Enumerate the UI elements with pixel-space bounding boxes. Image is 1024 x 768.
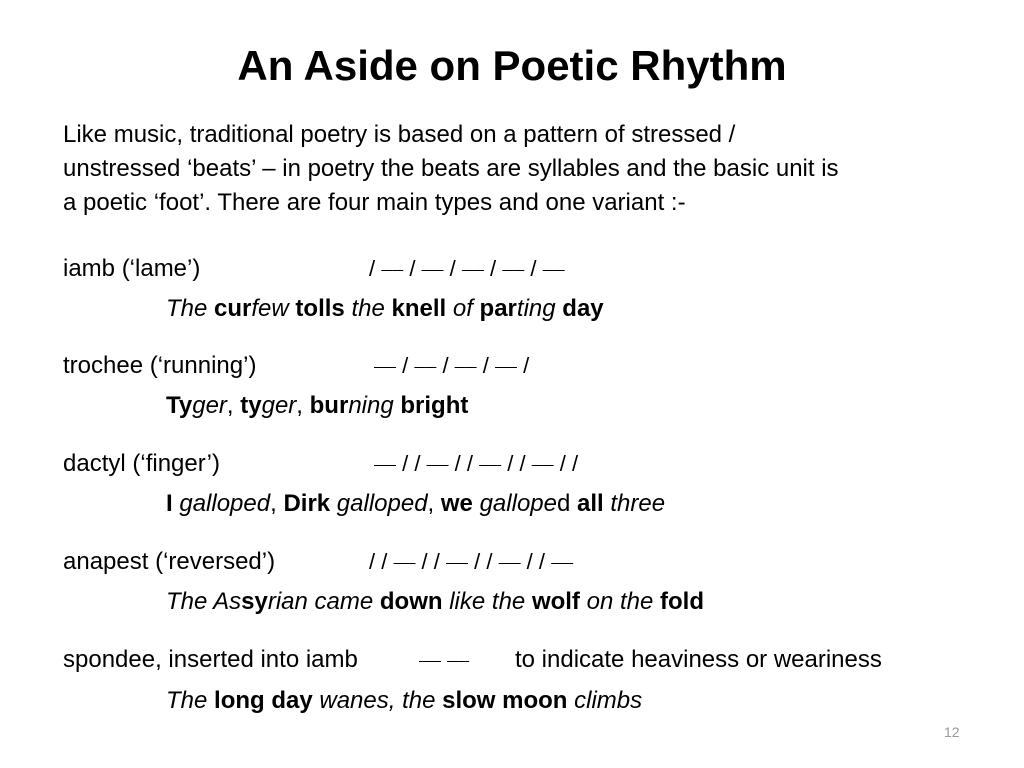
- unstressed-syllable: climbs: [574, 687, 643, 714]
- iamb-label: iamb (‘lame’): [63, 255, 201, 282]
- stressed-syllable: ty: [240, 392, 262, 419]
- trochee-example: [166, 391, 468, 421]
- anapest-label: anapest (‘reversed’): [63, 548, 276, 575]
- unstressed-syllable: The As: [166, 588, 242, 615]
- stressed-syllable: wolf: [531, 588, 580, 615]
- anapest-example: [166, 587, 704, 617]
- unstressed-syllable: the: [351, 295, 385, 322]
- unstressed-syllable: galloped: [336, 490, 428, 517]
- stressed-syllable: knell: [391, 295, 447, 322]
- unstressed-syllable: on the: [586, 588, 654, 615]
- anapest-stress-pattern: / / ⎯⎯ / / ⎯⎯ / / ⎯⎯ / / ⎯⎯: [369, 549, 574, 574]
- stressed-syllable: fold: [660, 588, 704, 615]
- verse-text: [330, 490, 337, 517]
- spondee-stress-pattern: ⎯⎯ ⎯⎯: [419, 647, 470, 672]
- stressed-syllable: slow moon: [442, 687, 568, 714]
- unstressed-syllable: ting: [516, 295, 556, 322]
- dactyl-example: [166, 489, 665, 519]
- stressed-syllable: Ty: [166, 392, 193, 419]
- verse-text: [580, 588, 587, 615]
- stressed-syllable: tolls: [295, 295, 345, 322]
- slide-title: An Aside on Poetic Rhythm: [237, 42, 787, 89]
- intro-line: a poetic ‘foot’. There are four main types and one variant :-: [63, 189, 686, 216]
- verse-text: [570, 490, 577, 517]
- trochee-stress-pattern: ⎯⎯ / ⎯⎯ / ⎯⎯ / ⎯⎯ /: [374, 353, 530, 378]
- stressed-syllable: par: [479, 295, 517, 322]
- unstressed-syllable: like the: [449, 588, 526, 615]
- page-number: 12: [944, 724, 960, 740]
- verse-text: ,: [296, 392, 310, 419]
- stressed-syllable: cur: [214, 295, 252, 322]
- verse-text: [473, 295, 480, 322]
- verse-text: [373, 588, 380, 615]
- verse-text: [653, 588, 660, 615]
- verse-text: d: [556, 490, 571, 517]
- unstressed-syllable: three: [610, 490, 666, 517]
- trochee-label: trochee (‘running’): [63, 352, 257, 379]
- intro-paragraph: [63, 118, 993, 220]
- intro-line: unstressed ‘beats’ – in poetry the beats are syllables and the basic unit is: [63, 155, 839, 182]
- stressed-syllable: all: [577, 490, 604, 517]
- stressed-syllable: bright: [400, 392, 469, 419]
- iamb-stress-pattern: / ⎯⎯ / ⎯⎯ / ⎯⎯ / ⎯⎯ / ⎯⎯: [369, 256, 565, 281]
- unstressed-syllable: few: [251, 295, 289, 322]
- verse-text: [525, 588, 532, 615]
- verse-text: ,: [226, 392, 241, 419]
- dactyl-label: dactyl (‘finger’): [63, 450, 220, 477]
- unstressed-syllable: ning: [348, 392, 394, 419]
- intro-line: Like music, traditional poetry is based on a pattern of stressed /: [63, 121, 736, 148]
- unstressed-syllable: The: [166, 687, 208, 714]
- dactyl-stress-pattern: ⎯⎯ / / ⎯⎯ / / ⎯⎯ / / ⎯⎯ / /: [374, 451, 579, 476]
- unstressed-syllable: The: [166, 295, 208, 322]
- unstressed-syllable: wanes, the: [319, 687, 436, 714]
- unstressed-syllable: galloped: [179, 490, 271, 517]
- stressed-syllable: long day: [214, 687, 313, 714]
- stressed-syllable: down: [379, 588, 443, 615]
- unstressed-syllable: ger: [192, 392, 227, 419]
- verse-text: [473, 490, 480, 517]
- unstressed-syllable: ger: [261, 392, 297, 419]
- spondee-note: to indicate heaviness or weariness: [515, 646, 882, 673]
- stressed-syllable: day: [562, 295, 604, 322]
- iamb-example: [166, 294, 604, 324]
- stressed-syllable: bur: [309, 392, 349, 419]
- unstressed-syllable: rian came: [267, 588, 374, 615]
- verse-text: [446, 295, 453, 322]
- verse-text: ,: [270, 490, 284, 517]
- spondee-example: [166, 686, 642, 716]
- stressed-syllable: sy: [241, 588, 268, 615]
- unstressed-syllable: gallope: [479, 490, 557, 517]
- spondee-label: spondee, inserted into iamb: [63, 646, 358, 673]
- unstressed-syllable: of: [452, 295, 473, 322]
- stressed-syllable: I: [166, 490, 173, 517]
- verse-text: ,: [427, 490, 441, 517]
- stressed-syllable: we: [440, 490, 473, 517]
- stressed-syllable: Dirk: [283, 490, 331, 517]
